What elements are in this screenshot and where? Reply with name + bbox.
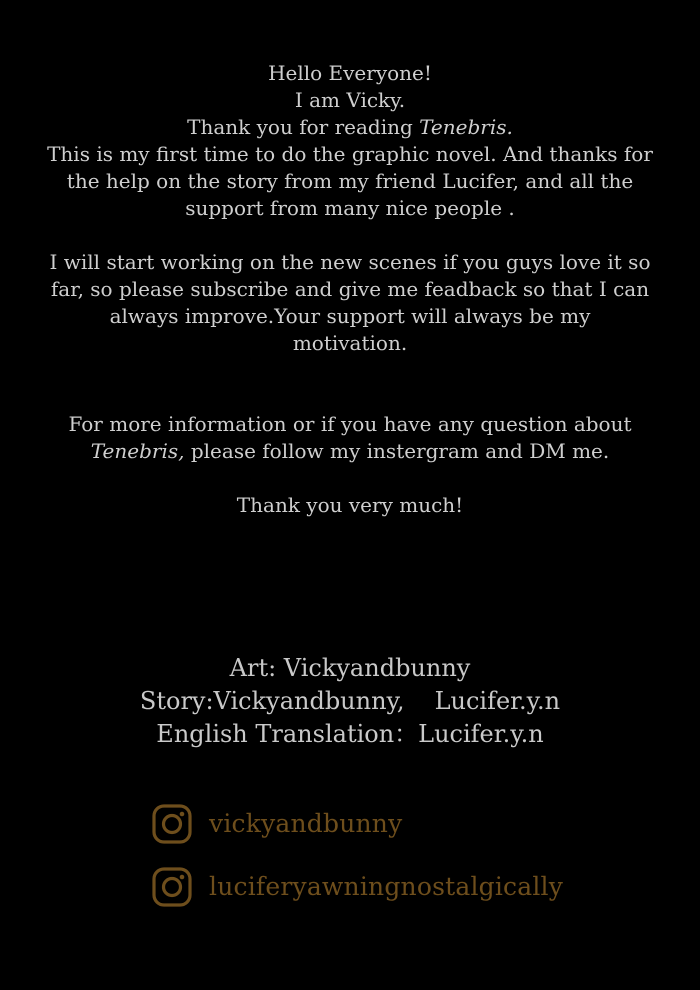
paragraph3-line2 [20, 438, 680, 465]
novel-title-inline: Tenebris, [90, 439, 185, 463]
greeting-line: Hello Everyone! [268, 61, 432, 85]
credit-art: Art: Vickyandbunny [229, 654, 471, 682]
spacer [20, 357, 680, 411]
thanks-prefix: Thank you for reading [187, 115, 420, 139]
credit-translation: English Translation：Lucifer.y.n [156, 720, 544, 748]
credit-story [0, 685, 700, 718]
paragraph1-line2: the help on the story from my friend Lucifer, and all the [66, 169, 634, 193]
thanks-line [20, 114, 680, 141]
paragraph2-line1: I will start working on the new scenes if you guys love it so [49, 250, 651, 274]
social-link-luciferyawningnostalgically[interactable] [152, 867, 563, 907]
spacer [20, 465, 680, 492]
paragraph3-line2-rest: please follow my instergram and DM me. [184, 439, 610, 463]
instagram-handle[interactable]: luciferyawningnostalgically [209, 872, 564, 901]
paragraph1-line1: This is my first time to do the graphic novel. And thanks for [47, 142, 653, 166]
paragraph2-line3: always improve.Your support will always be my [109, 304, 591, 328]
credits [0, 652, 700, 751]
instagram-icon [152, 804, 192, 844]
intro-line: I am Vicky. [294, 88, 406, 112]
spacer [20, 222, 680, 249]
instagram-handle[interactable]: vickyandbunny [209, 809, 403, 838]
paragraph1-line3: support from many nice people . [185, 196, 515, 220]
credit-story-prefix: Story:Vickyandbunny, [139, 687, 405, 715]
paragraph2-line4: motivation. [292, 331, 408, 355]
author-message [20, 60, 680, 519]
instagram-icon [152, 867, 192, 907]
paragraph3-line1: For more information or if you have any question about [68, 412, 632, 436]
paragraph2-line2: far, so please subscribe and give me feadback so that I can [50, 277, 650, 301]
social-link-vickyandbunny[interactable] [152, 804, 402, 844]
closing-line: Thank you very much! [236, 493, 464, 517]
credit-story-second: Lucifer.y.n [434, 687, 561, 715]
novel-title: Tenebris. [419, 115, 513, 139]
